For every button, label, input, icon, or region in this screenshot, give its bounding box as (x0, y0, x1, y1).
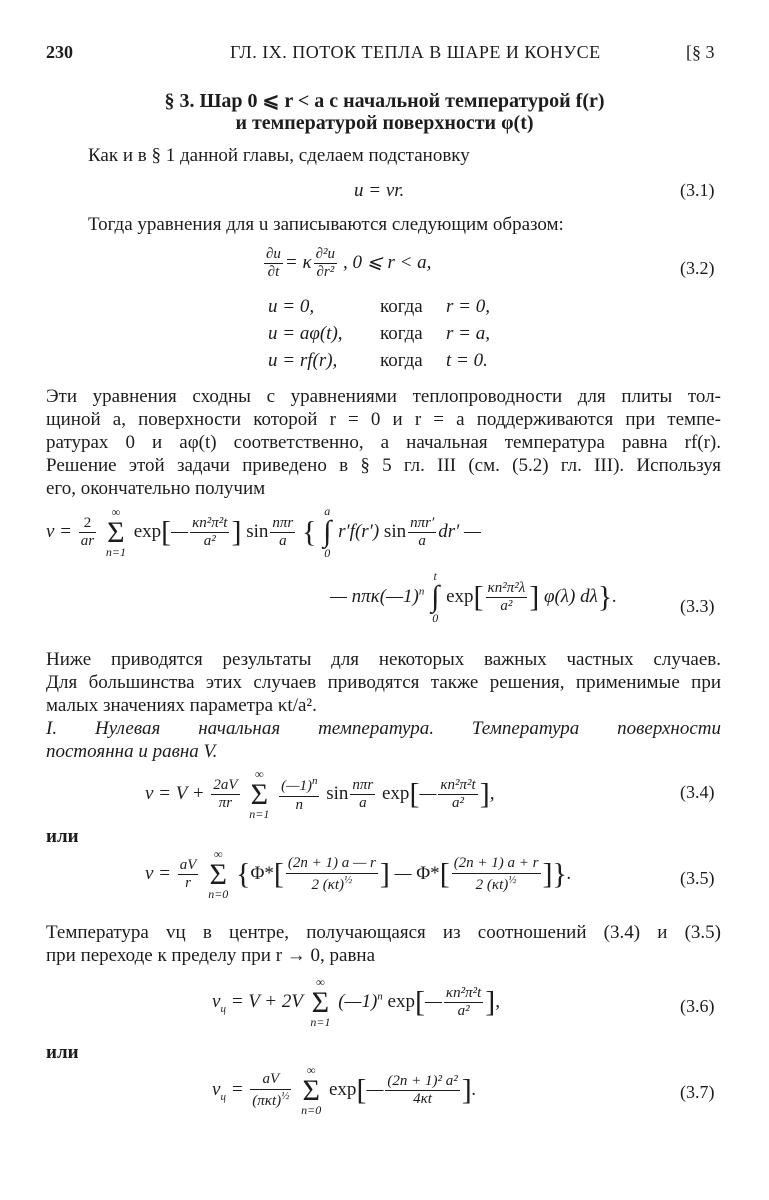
equation-3-1: u = vr. (354, 180, 405, 201)
para1-line3: ратурах 0 и aφ(t) соответственно, а начальная температура равна rf(r). (46, 432, 721, 453)
bc2-rhs: r = a, (446, 323, 490, 344)
running-title: ГЛ. IX. ПОТОК ТЕПЛА В ШАРЕ И КОНУСЕ (230, 42, 601, 62)
eqno-3-2: (3.2) (680, 258, 715, 278)
equation-3-2: $\frac{\partial u}{\partial t}$ = κ $\frac{\text{∂²u}}{\text{∂r²}}$ , 0 ⩽ r < a, (266, 246, 432, 281)
eqno-3-4: (3.4) (680, 782, 715, 802)
eqno-3-5: (3.5) (680, 868, 715, 888)
equation-3-5: v = $\frac{aV}{r}$ ∞ Σ n=0 {Φ*[ $\frac{(2n + 1) a — r}{2 (\kappa t)^{\frac{1}{2}}}$ ] — Φ*[ $\frac{(2n + 1) a + r}{2 (\kappa t)^{\frac{1}{2}}}$ ]}. (145, 847, 572, 902)
intro-text: Как и в § 1 данной главы, сделаем подстановку (88, 145, 470, 166)
equation-3-3-part2: — nπκ(—1)$^n$ t ∫ 0 exp[ $\frac{\text{κn²π²λ}}{\text{a²}}$ ] φ(λ) dλ}. (330, 569, 617, 625)
para3-line1: Температура vц в центре, получающаяся из соотношений (3.4) и (3.5) (46, 922, 721, 943)
para2-line3: малых значениях параметра κt/a². (46, 695, 317, 716)
para3-line2: при переходе к пределу при r → 0, равна (46, 945, 376, 966)
page-number: 230 (46, 42, 73, 62)
ic-when: когда (380, 350, 423, 371)
equation-3-4: v = V + $\frac{2aV}{\pi r}$ ∞ Σ n=1 $\frac{(—1)^n}{n}$ sin $\frac{\text{nπr}}{a}$ exp[— $\frac{\text{κn²π²t}}{\text{a²}}$ ], (145, 767, 495, 822)
frac-du-dt: $\frac{\partial u}{\partial t}$ (266, 246, 281, 281)
para1-line1: Эти уравнения сходны с уравнениями теплопроводности для плиты тол- (46, 386, 721, 407)
eqno-3-6: (3.6) (680, 996, 715, 1016)
frac-d2u-dr2: $\frac{\text{∂²u}}{\text{∂r²}}$ (315, 246, 336, 281)
para2-line2: Для большинства этих случаев приводятся также решения, применимые при (46, 672, 721, 693)
or-text-1: или (46, 826, 79, 847)
eqno-3-3: (3.3) (680, 596, 715, 616)
case1-line1: I. Нулевая начальная температура. Температура поверхности (46, 718, 721, 739)
or-text-2: или (46, 1042, 79, 1063)
ic-rhs: t = 0. (446, 350, 488, 371)
then-text: Тогда уравнения для u записываются следующим образом: (88, 214, 564, 235)
para1-line4: Решение этой задачи приведено в § 5 гл. III (см. (5.2) гл. III). Используя (46, 455, 721, 476)
equation-3-6: $v_ц = V + 2V$ ∞ Σ n=1 (—1)$^n$ exp[— $\frac{\text{κn²π²t}}{\text{a²}}$ ], (212, 975, 501, 1030)
equation-3-7: $v_ц$ = $\frac{aV}{(\pi\kappa t)^{\frac{1}{2}}}$ ∞ Σ n=0 exp[— $\frac{\text{(2n + 1)² a²}}{4\kappa t}$ ]. (212, 1063, 477, 1118)
section-title-line1: § 3. Шар 0 ⩽ r < a с начальной температурой f(r) (164, 90, 605, 112)
bc1-lhs: u = 0, (268, 296, 315, 317)
section-ref: [§ 3 (686, 42, 715, 62)
bc2-lhs: u = aφ(t), (268, 323, 343, 344)
section-title-line2: и температурой поверхности φ(t) (235, 112, 534, 134)
eqno-3-1: (3.1) (680, 180, 715, 200)
case1-line2: постоянна и равна V. (46, 741, 218, 762)
bc2-when: когда (380, 323, 423, 344)
para1-line2: щиной a, поверхности которой r = 0 и r = a поддерживаются при темпе- (46, 409, 721, 430)
eqno-3-7: (3.7) (680, 1082, 715, 1102)
para1-line5: его, окончательно получим (46, 478, 266, 499)
ic-lhs: u = rf(r), (268, 350, 338, 371)
para2-line1: Ниже приводятся результаты для некоторых важных частных случаев. (46, 649, 721, 670)
bc1-rhs: r = 0, (446, 296, 490, 317)
bc1-when: когда (380, 296, 423, 317)
equation-3-3-part1: v = $\frac{2}{ar}$ ∞ Σ n=1 exp[— $\frac{\text{κn²π²t}}{\text{a²}}$ ] sin $\frac{\text{nπr}}{a}$ { a ∫ 0 r′f(r′) sin $\frac{\text{nπr′}}{a}$ dr′ — (46, 504, 481, 560)
